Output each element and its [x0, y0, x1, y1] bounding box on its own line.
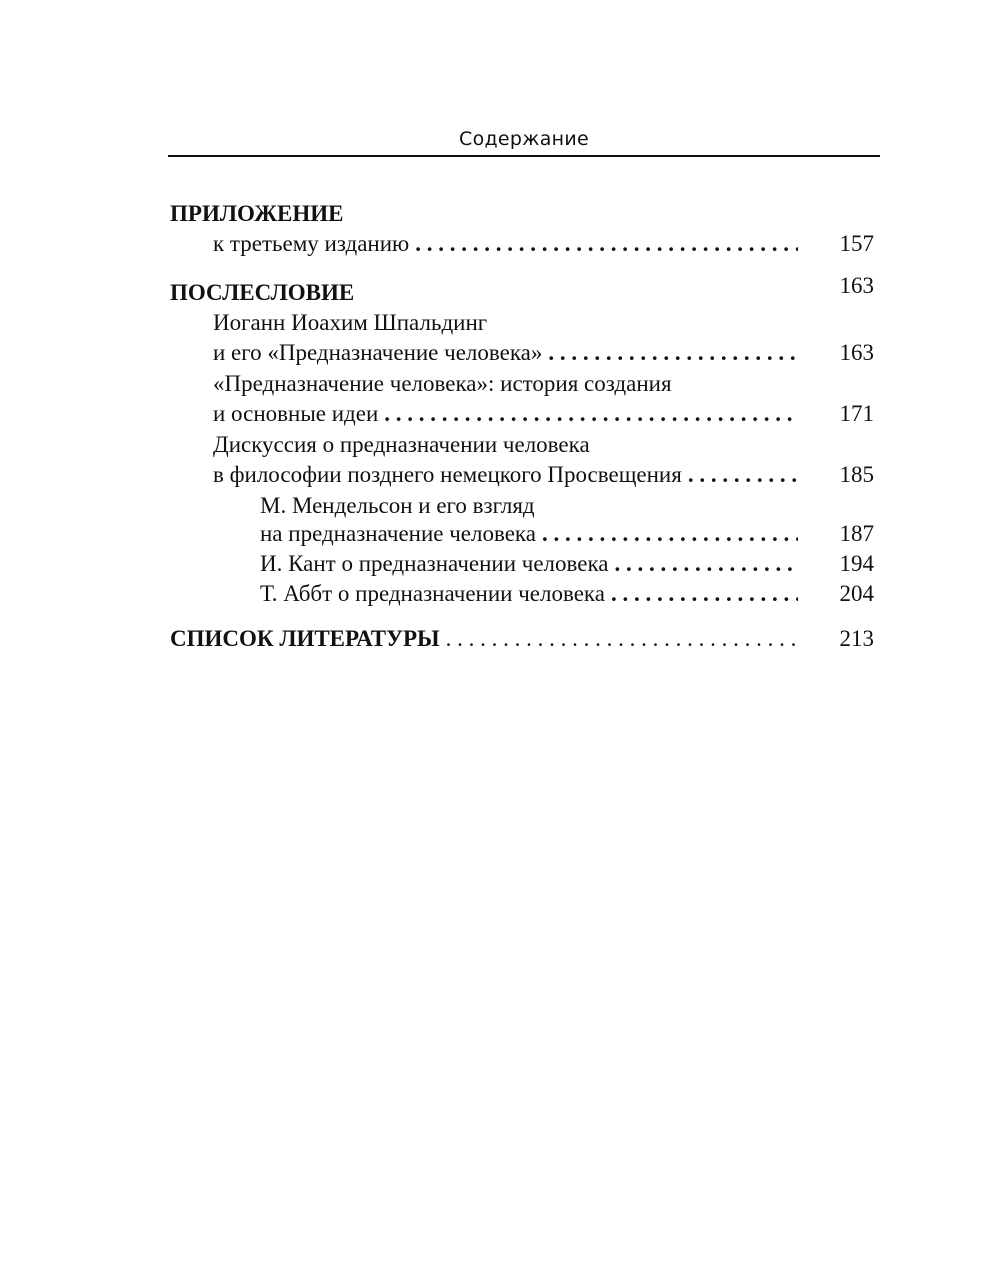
- toc-page-number: 194: [839, 551, 874, 576]
- toc-entry-line: Дискуссия о предназначении человека: [213, 432, 590, 457]
- dot-leader: [688, 459, 798, 491]
- toc-page-number: 157: [839, 231, 874, 256]
- toc-entry-text: на предназначение человека: [260, 521, 536, 546]
- toc-subentry-3[interactable]: [260, 578, 874, 610]
- toc-appendix-title: ПРИЛОЖЕНИЕ: [170, 201, 344, 226]
- dot-leader: [548, 337, 798, 369]
- dot-leader: [415, 228, 798, 260]
- header-rule: [168, 155, 880, 157]
- toc-afterword-entry-1[interactable]: [213, 337, 874, 369]
- toc-page-number: 163: [839, 273, 874, 298]
- toc-afterword-entry-3[interactable]: [213, 459, 874, 491]
- toc-entry-text: и его «Предназначение человека»: [213, 340, 543, 365]
- toc-bibliography-entry[interactable]: [170, 623, 874, 655]
- running-header: Содержание: [459, 128, 589, 150]
- dot-leader: [542, 518, 798, 550]
- toc-entry-text: и основные идеи: [213, 401, 379, 426]
- toc-appendix-entry[interactable]: [213, 228, 874, 260]
- toc-subentry-1[interactable]: [260, 518, 874, 550]
- toc-page-number: 213: [839, 626, 874, 651]
- dot-leader: [611, 578, 798, 610]
- toc-entry-text: СПИСОК ЛИТЕРАТУРЫ: [170, 626, 440, 651]
- toc-afterword-title[interactable]: ПОСЛЕСЛОВИЕ: [170, 280, 355, 305]
- toc-entry-line: М. Мендельсон и его взгляд: [260, 493, 535, 518]
- dot-leader: [384, 398, 798, 430]
- dot-leader: [615, 548, 798, 580]
- toc-page-number: 171: [839, 401, 874, 426]
- toc-page-number: 163: [839, 340, 874, 365]
- toc-entry-text: И. Кант о предназначении человека: [260, 551, 609, 576]
- toc-page-number: 204: [839, 581, 874, 606]
- toc-page-number: 187: [839, 521, 874, 546]
- toc-subentry-2[interactable]: [260, 548, 874, 580]
- toc-entry-text: Т. Аббт о предназначении человека: [260, 581, 605, 606]
- toc-entry-text: к третьему изданию: [213, 231, 410, 256]
- toc-entry-line: Иоганн Иоахим Шпальдинг: [213, 310, 488, 335]
- toc-entry-line: «Предназначение человека»: история создания: [213, 371, 672, 396]
- dot-leader: [446, 623, 798, 655]
- toc-page-number: 185: [839, 462, 874, 487]
- toc-entry-text: в философии позднего немецкого Просвещения: [213, 462, 682, 487]
- toc-afterword-entry-2[interactable]: [213, 398, 874, 430]
